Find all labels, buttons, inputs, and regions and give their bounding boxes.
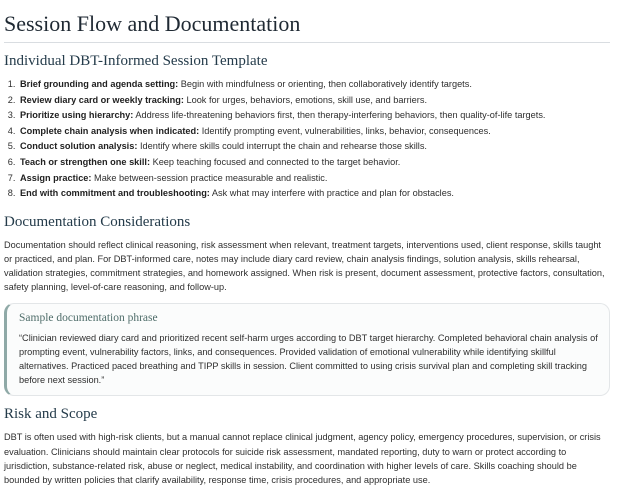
list-item [18,124,610,140]
step-label: Conduct solution analysis: [20,141,138,152]
callout-quote: “Clinician reviewed diary card and prioritized recent self-harm urges according to DBT target hierarchy. Completed behavioral chain analysis of prompting event, vulnerability factors, links, and consequences. Provided validation of emotional vulnerability while identifying skillful alternatives. Practiced paced breathing and TIPP skills in session. Client committed to using crisis survival plan and completing skill tracking before next session.” [19,332,598,386]
step-text: Identify prompting event, vulnerabilities, links, behavior, consequences. [199,125,491,136]
page-title: Session Flow and Documentation [4,11,301,36]
session-steps-list [2,77,610,202]
callout-title: Sample documentation phrase [19,311,158,324]
list-item [18,155,610,171]
step-label: Review diary card or weekly tracking: [20,94,184,105]
step-label: Brief grounding and agenda setting: [20,79,179,89]
step-label: Prioritize using hierarchy: [20,110,134,121]
list-item [18,108,610,124]
step-label: Assign practice: [20,172,92,183]
section-heading-documentation: Documentation Considerations [4,213,191,230]
step-text: Identify where skills could interrupt the chain and rehearse those skills. [137,141,427,152]
step-text: Keep teaching focused and connected to the target behavior. [150,156,401,167]
step-text: Begin with mindfulness or orienting, then collaboratively identify targets. [178,79,472,89]
list-item [18,77,610,93]
step-label: Complete chain analysis when indicated: [20,125,200,136]
list-item [18,171,610,187]
list-item [18,139,610,155]
sample-phrase-callout [4,303,610,397]
step-label: End with commitment and troubleshooting: [20,188,210,199]
step-text: Address life-threatening behaviors first, then therapy-interfering behaviors, then quality-of-life targets. [133,110,546,121]
title-divider [4,42,610,43]
section-heading-template: Individual DBT-Informed Session Template [4,53,268,69]
step-text: Look for urges, behaviors, emotions, skill use, and barriers. [183,94,427,105]
step-text: Make between-session practice measurable and realistic. [91,172,328,183]
list-item [18,186,610,202]
list-item [18,93,610,109]
documentation-paragraph: Documentation should reflect clinical reasoning, risk assessment when relevant, treatment targets, interventions used, client response, skills taught or practiced, and plan. For DBT-informed care, notes may include diary card review, chain analysis findings, solution analysis, skills rehearsal, validation strategies, commitment strategies, and homework assigned. When risk is present, document assessment, protective factors, consultation, safety planning, level-of-care reasoning, and follow-up. [4,239,605,293]
step-label: Teach or strengthen one skill: [20,156,151,167]
step-text: Ask what may interfere with practice and plan for obstacles. [209,188,454,199]
risk-paragraph: DBT is often used with high-risk clients, but a manual cannot replace clinical judgment, agency policy, emergency procedures, supervision, or crisis evaluation. Clinicians should maintain clear protocols for suicide risk assessment, mandated reporting, duty to warn or protect according to jurisdiction, substance-related risk, abuse or neglect, medical instability, and coordination with higher levels of care. Skills coaching should be bounded by written policies that clarify availability, response time, crisis procedures, and appropriate use. [4,432,601,485]
section-heading-risk: Risk and Scope [4,406,98,423]
